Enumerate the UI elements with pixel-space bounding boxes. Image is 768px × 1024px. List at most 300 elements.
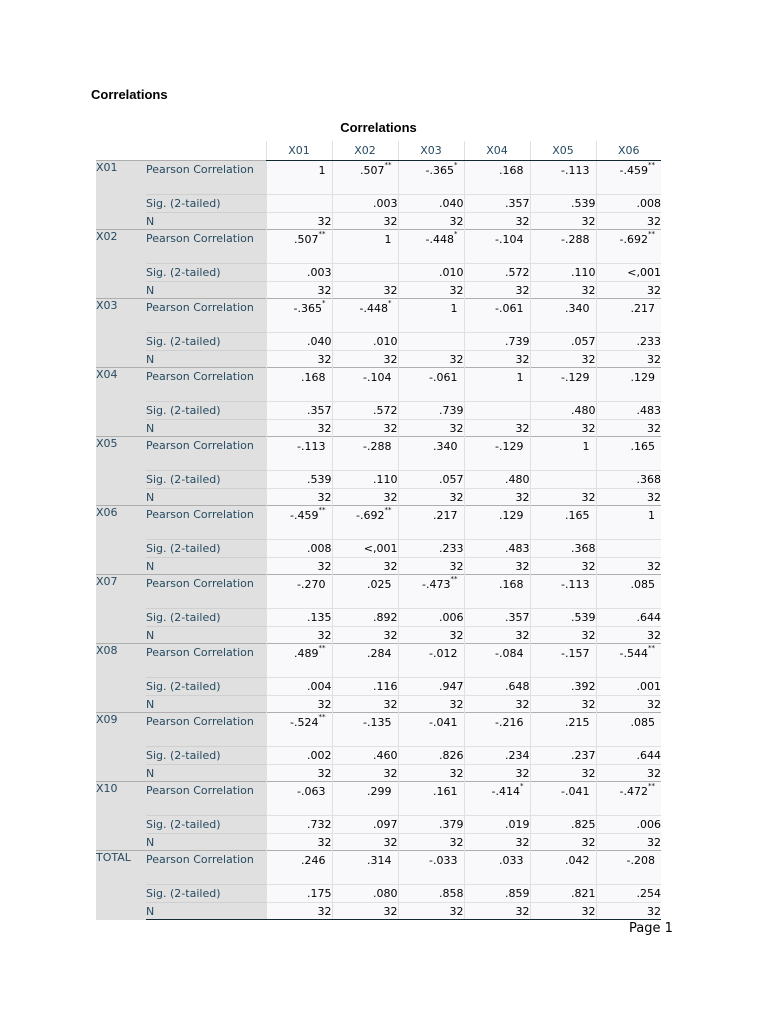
correlation-value: -.157 [561, 647, 590, 660]
stat-label: Sig. (2-tailed) [146, 402, 266, 420]
correlation-value: .129 [630, 371, 655, 384]
correlation-value: -.129 [561, 371, 590, 384]
table-cell [266, 299, 332, 333]
correlation-value: .340 [565, 302, 590, 315]
cell-value [363, 716, 391, 729]
cell-value [499, 164, 524, 177]
table-cell [332, 230, 398, 264]
table-cell: .006 [596, 816, 661, 834]
correlation-value: -.113 [297, 440, 326, 453]
table-cell [530, 368, 596, 402]
table-row [96, 575, 661, 609]
table-cell: .644 [596, 609, 661, 627]
table-cell: 32 [596, 834, 661, 851]
table-cell: .010 [398, 264, 464, 282]
table-cell: 32 [266, 489, 332, 506]
correlation-value: -.692 [356, 509, 385, 522]
table-cell [596, 299, 661, 333]
significance-marker: ** [648, 644, 655, 652]
table-row [96, 299, 661, 333]
cell-value [561, 785, 589, 798]
table-cell [596, 540, 661, 558]
table-row [96, 506, 661, 540]
row-variable-label: X04 [96, 368, 146, 437]
table-cell: 32 [596, 351, 661, 368]
table-cell: 32 [464, 558, 530, 575]
table-cell: 32 [596, 558, 661, 575]
table-cell: 32 [332, 213, 398, 230]
stat-label: N [146, 489, 266, 506]
table-cell [332, 368, 398, 402]
cell-value [429, 716, 457, 729]
table-cell [332, 782, 398, 816]
table-cell: .097 [332, 816, 398, 834]
stat-label: Pearson Correlation [146, 644, 266, 678]
table-cell [596, 368, 661, 402]
correlation-value: -.473 [422, 578, 451, 591]
table-cell [332, 161, 398, 195]
table-cell: .234 [464, 747, 530, 765]
table-cell: .483 [464, 540, 530, 558]
correlation-value: .489 [294, 647, 319, 660]
cell-value [565, 854, 590, 867]
table-cell: 32 [530, 834, 596, 851]
column-header: X03 [398, 141, 464, 161]
stat-label: Sig. (2-tailed) [146, 816, 266, 834]
correlation-value: 1 [648, 509, 655, 522]
correlation-value: -.061 [429, 371, 458, 384]
correlation-value: .129 [499, 509, 524, 522]
table-cell: 32 [332, 489, 398, 506]
table-cell [332, 264, 398, 282]
correlation-value: -.113 [561, 578, 590, 591]
stat-label: Pearson Correlation [146, 368, 266, 402]
cell-value [290, 713, 326, 729]
table-cell: <,001 [596, 264, 661, 282]
table-cell: 32 [464, 420, 530, 437]
correlation-value: -.365 [293, 302, 322, 315]
stat-label: Pearson Correlation [146, 299, 266, 333]
table-cell [398, 333, 464, 351]
stat-label: Pearson Correlation [146, 782, 266, 816]
correlation-value: .314 [367, 854, 392, 867]
cell-value [631, 716, 656, 729]
cell-value [367, 647, 392, 660]
table-cell: 32 [332, 696, 398, 713]
stat-label: N [146, 696, 266, 713]
cell-value [631, 440, 656, 453]
table-row [96, 489, 661, 506]
table-row [96, 558, 661, 575]
cell-value [422, 575, 458, 591]
cell-value [499, 854, 524, 867]
table-cell: .357 [266, 402, 332, 420]
stat-label: N [146, 213, 266, 230]
correlation-value: .340 [433, 440, 458, 453]
cell-value [433, 509, 458, 522]
table-cell: 32 [464, 834, 530, 851]
table-cell: .821 [530, 885, 596, 903]
stat-label: N [146, 282, 266, 299]
row-variable-label: X01 [96, 161, 146, 230]
cell-value [565, 302, 590, 315]
cell-value [297, 785, 325, 798]
table-row [96, 471, 661, 489]
table-cell: 32 [266, 834, 332, 851]
table-row [96, 351, 661, 368]
table-row [96, 765, 661, 782]
table-cell [596, 506, 661, 540]
table-cell: .392 [530, 678, 596, 696]
table-cell: .480 [464, 471, 530, 489]
correlation-value: -.104 [363, 371, 392, 384]
table-cell [464, 230, 530, 264]
table-cell [596, 644, 661, 678]
row-variable-label: X10 [96, 782, 146, 851]
cell-value [433, 785, 458, 798]
table-cell [398, 299, 464, 333]
correlation-value: -.033 [429, 854, 458, 867]
table-cell: 32 [464, 765, 530, 782]
header-row [96, 141, 661, 161]
cell-value [429, 371, 457, 384]
section-heading: Correlations [91, 87, 168, 102]
table-cell: 32 [266, 351, 332, 368]
table-row [96, 903, 661, 920]
table-cell: 32 [596, 696, 661, 713]
table-cell: 32 [398, 282, 464, 299]
table-cell [530, 161, 596, 195]
cell-value [356, 506, 392, 522]
stat-label: Pearson Correlation [146, 575, 266, 609]
table-row [96, 333, 661, 351]
stat-label: Pearson Correlation [146, 437, 266, 471]
row-variable-label: X03 [96, 299, 146, 368]
correlations-table [96, 141, 661, 920]
page-number: Page 1 [629, 921, 673, 936]
stat-label: Pearson Correlation [146, 506, 266, 540]
table-cell: 32 [332, 834, 398, 851]
table-row [96, 213, 661, 230]
table-cell [464, 368, 530, 402]
correlation-value: 1 [516, 371, 524, 384]
table-cell: .019 [464, 816, 530, 834]
correlation-value: .033 [499, 854, 524, 867]
row-variable-label: X06 [96, 506, 146, 575]
table-cell [530, 644, 596, 678]
table-row [96, 540, 661, 558]
stat-label: N [146, 420, 266, 437]
cell-value [360, 161, 392, 177]
cell-value [425, 161, 458, 177]
cell-value [301, 371, 326, 384]
table-cell [398, 437, 464, 471]
stat-label: N [146, 558, 266, 575]
table-cell [332, 575, 398, 609]
cell-value [495, 302, 523, 315]
stat-label: Sig. (2-tailed) [146, 195, 266, 213]
table-row [96, 264, 661, 282]
table-cell: .003 [332, 195, 398, 213]
table-cell: 32 [464, 696, 530, 713]
table-cell: 32 [464, 903, 530, 920]
table-cell: 32 [398, 489, 464, 506]
table-cell [596, 437, 661, 471]
table-cell: 32 [596, 282, 661, 299]
correlation-value: .215 [565, 716, 590, 729]
table-cell: .368 [530, 540, 596, 558]
significance-marker: * [454, 230, 458, 238]
cell-value [631, 371, 656, 384]
correlation-value: -.524 [290, 716, 319, 729]
table-cell: 32 [398, 213, 464, 230]
table-cell: 32 [530, 903, 596, 920]
table-cell: 32 [398, 351, 464, 368]
table-cell: .008 [266, 540, 332, 558]
table-cell: 32 [464, 351, 530, 368]
correlation-value: -.459 [290, 509, 319, 522]
significance-marker: ** [318, 713, 326, 721]
correlation-value: -.459 [619, 164, 648, 177]
correlation-value: .042 [565, 854, 590, 867]
table-cell: 32 [266, 627, 332, 644]
table-row [96, 230, 661, 264]
table-cell [398, 230, 464, 264]
correlation-value: .507 [360, 164, 385, 177]
table-cell: 32 [464, 627, 530, 644]
table-cell: .080 [332, 885, 398, 903]
stat-label: Sig. (2-tailed) [146, 885, 266, 903]
cell-value [561, 233, 589, 246]
table-row [96, 627, 661, 644]
table-cell: 32 [332, 351, 398, 368]
column-header: X01 [266, 141, 332, 161]
correlation-value: .246 [301, 854, 326, 867]
table-cell [530, 506, 596, 540]
column-header: X06 [596, 141, 661, 161]
correlation-value: -.113 [561, 164, 590, 177]
correlation-value: -.692 [619, 233, 648, 246]
header-blank [96, 141, 146, 161]
cell-value [363, 371, 391, 384]
table-cell: .859 [464, 885, 530, 903]
significance-marker: ** [648, 782, 655, 790]
cell-value [290, 506, 326, 522]
table-cell: 32 [398, 696, 464, 713]
table-cell: .648 [464, 678, 530, 696]
table-row [96, 368, 661, 402]
cell-value [319, 164, 326, 177]
correlation-value: -.135 [363, 716, 392, 729]
table-cell: 32 [332, 765, 398, 782]
table-cell: 32 [398, 765, 464, 782]
table-cell [266, 851, 332, 885]
cell-value [294, 230, 326, 246]
table-cell: 32 [530, 489, 596, 506]
significance-marker: ** [648, 161, 655, 169]
table-row [96, 282, 661, 299]
table-cell: 32 [530, 282, 596, 299]
correlation-value: -.041 [429, 716, 458, 729]
table-cell: 32 [398, 627, 464, 644]
correlation-value: 1 [582, 440, 590, 453]
table-cell [266, 437, 332, 471]
table-cell [596, 851, 661, 885]
table-cell: 32 [596, 903, 661, 920]
table-cell [398, 851, 464, 885]
table-cell [596, 161, 661, 195]
table-cell [464, 506, 530, 540]
cell-value [499, 578, 524, 591]
cell-value [429, 647, 457, 660]
table-cell [530, 713, 596, 747]
significance-marker: ** [384, 161, 392, 169]
correlation-value: 1 [450, 302, 458, 315]
table-cell: 32 [332, 558, 398, 575]
correlation-value: .165 [565, 509, 590, 522]
row-variable-label: TOTAL [96, 851, 146, 920]
table-cell: 32 [332, 627, 398, 644]
table-cell: 32 [332, 420, 398, 437]
correlation-value: -.129 [495, 440, 524, 453]
table-row [96, 644, 661, 678]
stat-label: Sig. (2-tailed) [146, 609, 266, 627]
correlation-value: .025 [367, 578, 392, 591]
stat-label: Sig. (2-tailed) [146, 264, 266, 282]
correlation-value: -.544 [619, 647, 648, 660]
table-cell: .003 [266, 264, 332, 282]
table-cell: 32 [332, 903, 398, 920]
table-cell: .175 [266, 885, 332, 903]
table-cell: 32 [530, 351, 596, 368]
correlation-value: .161 [433, 785, 458, 798]
table-row [96, 420, 661, 437]
significance-marker: * [322, 299, 326, 307]
correlation-value: -.104 [495, 233, 524, 246]
table-cell: 32 [596, 213, 661, 230]
cell-value [491, 782, 524, 798]
correlation-value: .085 [630, 578, 655, 591]
correlation-value: .299 [367, 785, 392, 798]
table-cell [266, 506, 332, 540]
table-cell: .357 [464, 609, 530, 627]
correlation-value: -.270 [297, 578, 326, 591]
significance-marker: * [520, 782, 524, 790]
table-cell: .057 [530, 333, 596, 351]
table-cell: 32 [266, 213, 332, 230]
stat-label: N [146, 627, 266, 644]
correlation-value: 1 [318, 164, 326, 177]
header-blank [146, 141, 266, 161]
stat-label: Pearson Correlation [146, 230, 266, 264]
correlation-value: -.061 [495, 302, 524, 315]
table-cell: .116 [332, 678, 398, 696]
correlation-value: -.216 [495, 716, 524, 729]
table-row [96, 678, 661, 696]
significance-marker: ** [450, 575, 458, 583]
table-cell: .892 [332, 609, 398, 627]
correlation-value: .217 [433, 509, 458, 522]
table-cell: .233 [596, 333, 661, 351]
cell-value [495, 716, 523, 729]
table-cell: .644 [596, 747, 661, 765]
correlation-value: -.448 [359, 302, 388, 315]
table-cell: .826 [398, 747, 464, 765]
table-cell [266, 575, 332, 609]
table-cell [398, 575, 464, 609]
correlation-value: .168 [499, 164, 524, 177]
table-cell: .739 [398, 402, 464, 420]
table-cell [596, 782, 661, 816]
table-cell [266, 195, 332, 213]
cell-value [495, 440, 523, 453]
table-cell: 32 [530, 420, 596, 437]
table-row [96, 782, 661, 816]
table-cell: <,001 [332, 540, 398, 558]
cell-value [499, 509, 524, 522]
table-cell: .947 [398, 678, 464, 696]
table-cell: .379 [398, 816, 464, 834]
table-cell: 32 [398, 420, 464, 437]
table-cell: 32 [398, 558, 464, 575]
cell-value [294, 644, 326, 660]
correlation-value: -.041 [561, 785, 590, 798]
column-header: X04 [464, 141, 530, 161]
correlation-value: 1 [384, 233, 392, 246]
cell-value [293, 299, 326, 315]
cell-value [561, 371, 589, 384]
table-row [96, 713, 661, 747]
table-cell [266, 368, 332, 402]
table-cell [464, 644, 530, 678]
table-cell: 32 [464, 489, 530, 506]
stat-label: N [146, 903, 266, 920]
cell-value [648, 509, 655, 522]
column-header: X02 [332, 141, 398, 161]
table-cell [596, 230, 661, 264]
table-cell: .110 [332, 471, 398, 489]
table-cell: .739 [464, 333, 530, 351]
stat-label: Pearson Correlation [146, 851, 266, 885]
cell-value [619, 782, 655, 798]
row-variable-label: X05 [96, 437, 146, 506]
cell-value [363, 440, 391, 453]
table-cell: 32 [266, 420, 332, 437]
table-cell: .001 [596, 678, 661, 696]
cell-value [495, 233, 523, 246]
row-variable-label: X02 [96, 230, 146, 299]
table-cell: .057 [398, 471, 464, 489]
table-cell: 32 [530, 765, 596, 782]
table-cell: .825 [530, 816, 596, 834]
table-cell: .483 [596, 402, 661, 420]
table-cell: 32 [530, 558, 596, 575]
table-row [96, 851, 661, 885]
table-cell [266, 782, 332, 816]
table-cell [398, 161, 464, 195]
table-cell: .460 [332, 747, 398, 765]
cell-value [565, 509, 590, 522]
correlation-value: -.288 [561, 233, 590, 246]
stat-label: N [146, 834, 266, 851]
table-cell [464, 161, 530, 195]
column-header: X05 [530, 141, 596, 161]
correlation-value: -.084 [495, 647, 524, 660]
table-cell: .254 [596, 885, 661, 903]
table-row [96, 747, 661, 765]
table-cell: 32 [266, 558, 332, 575]
correlation-value: -.288 [363, 440, 392, 453]
